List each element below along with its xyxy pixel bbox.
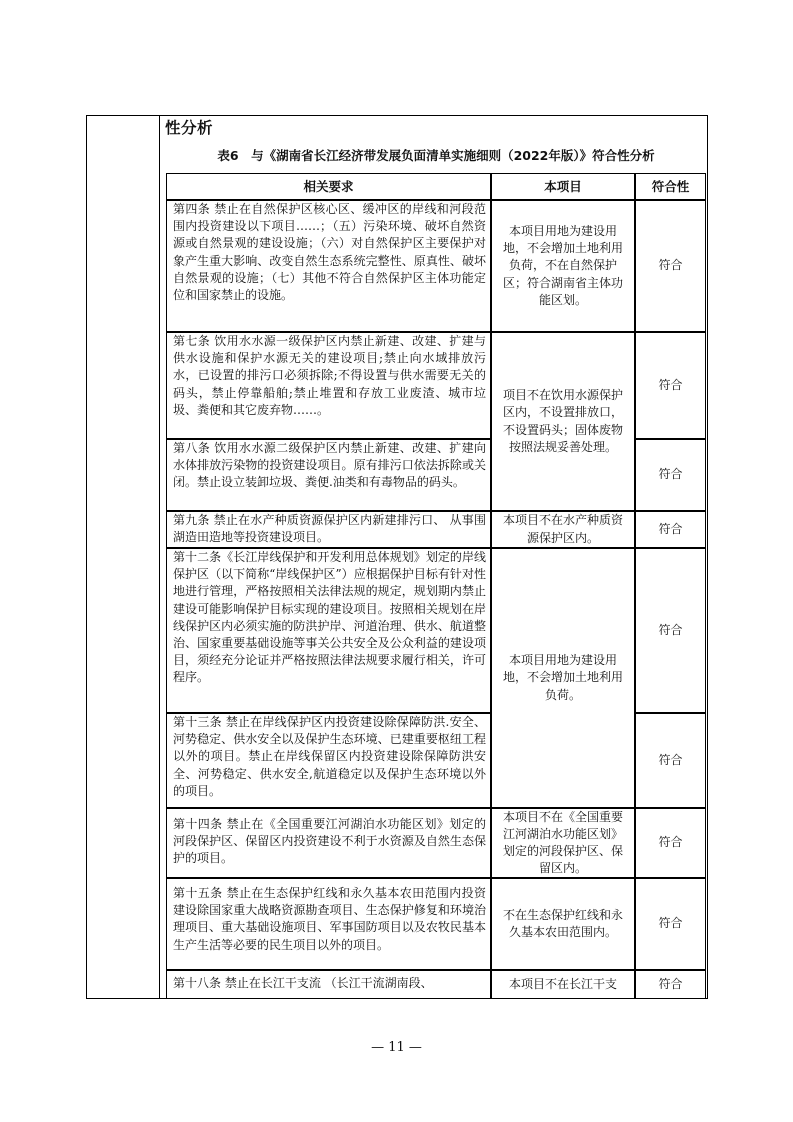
section-heading: 性分析 xyxy=(165,119,214,137)
requirement-cell: 第四条 禁止在自然保护区核心区、缓冲区的岸线和河段范围内投资建设以下项目……；（五）污染环境、破坏自然资源或自然景观的建设设施；（六）对自然保护区主要保护对象产生重大影响、改变自然生态系统完整性、原真性、破坏自然景观的设施；（七）其他不符合自然保护区主体功能定位和国家禁止的设施。 xyxy=(166,200,491,332)
compliance-cell: 符合 xyxy=(635,439,706,511)
project-cell: 不在生态保护红线和永久基本农田范围内。 xyxy=(491,878,635,970)
frame-divider xyxy=(159,115,160,999)
compliance-cell: 符合 xyxy=(635,970,706,999)
column-header-project: 本项目 xyxy=(491,173,635,200)
project-cell: 本项目不在长江干支 xyxy=(491,970,635,999)
requirement-cell: 第七条 饮用水水源一级保护区内禁止新建、改建、扩建与供水设施和保护水源无关的建设项目;禁止向水域排放污水，已设置的排污口必须拆除;不得设置与供水需要无关的码头，禁止停靠船舶;禁止堆置和存放工业废渣、城市垃圾、粪便和其它废弃物……。 xyxy=(166,332,491,439)
compliance-cell: 符合 xyxy=(635,511,706,548)
compliance-cell: 符合 xyxy=(635,878,706,970)
compliance-cell: 符合 xyxy=(635,332,706,439)
compliance-cell: 符合 xyxy=(635,808,706,878)
table-caption: 表6 与《湖南省长江经济带发展负面清单实施细则（2022年版）》符合性分析 xyxy=(217,148,655,163)
requirement-cell: 第十二条《长江岸线保护和开发利用总体规划》划定的岸线保护区（以下简称“岸线保护区”）应根据保护目标有针对性地进行管理，严格按照相关法律法规的规定，规划期内禁止建设可能影响保护目标实现的建设项目。按照相关规划在岸线保护区内必须实施的防洪护岸、河道治理、供水、航道整治、国家重要基础设施等事关公共安全及公众利益的建设项目，须经充分论证并严格按照法律法规要求履行相关，许可程序。 xyxy=(166,548,491,713)
column-header-requirement: 相关要求 xyxy=(166,173,491,200)
project-cell: 本项目不在水产种质资源保护区内。 xyxy=(491,511,635,548)
compliance-cell: 符合 xyxy=(635,713,706,808)
project-cell: 项目不在饮用水源保护区内，不设置排放口，不设置码头；固体废物按照法规妥善处理。 xyxy=(491,332,635,511)
compliance-cell: 符合 xyxy=(635,200,706,332)
project-cell: 本项目用地为建设用地，不会增加土地利用负荷。 xyxy=(491,548,635,808)
requirement-cell: 第九条 禁止在水产种质资源保护区内新建排污口、 从事围湖造田造地等投资建设项目。 xyxy=(166,511,491,548)
requirement-cell: 第十三条 禁止在岸线保护区内投资建设除保障防洪.安全、河势稳定、供水安全以及保护生态环境、已建重要枢纽工程以外的项目。禁止在岸线保留区内投资建设除保障防洪安全、河势稳定、供水安全,航道稳定以及保护生态环境以外的项目。 xyxy=(166,713,491,808)
project-cell: 本项目不在《全国重要江河湖泊水功能区划》划定的河段保护区、保留区内。 xyxy=(491,808,635,878)
requirement-cell: 第十八条 禁止在长江干支流 （长江干流湖南段、 xyxy=(166,970,491,999)
requirement-cell: 第八条 饮用水水源二级保护区内禁止新建、改建、扩建向水体排放污染物的投资建设项目。原有排污口依法拆除或关闭。禁止设立装卸垃圾、粪便.油类和有毒物品的码头。 xyxy=(166,439,491,511)
requirement-cell: 第十四条 禁止在《全国重要江河湖泊水功能区划》划定的河段保护区、保留区内投资建设不利于水资源及自然生态保护的项目。 xyxy=(166,808,491,878)
page-number: — 11 — xyxy=(371,1040,422,1055)
column-header-compliance: 符合性 xyxy=(635,173,706,200)
compliance-cell: 符合 xyxy=(635,548,706,713)
requirement-cell: 第十五条 禁止在生态保护红线和永久基本农田范围内投资建设除国家重大战略资源勘查项目、生态保护修复和环境治理项目、重大基础设施项目、军事国防项目以及农牧民基本生产生活等必要的民生项目以外的项目。 xyxy=(166,878,491,970)
project-cell: 本项目用地为建设用地，不会增加土地利用负荷，不在自然保护区；符合湖南省主体功能区划。 xyxy=(491,200,635,332)
